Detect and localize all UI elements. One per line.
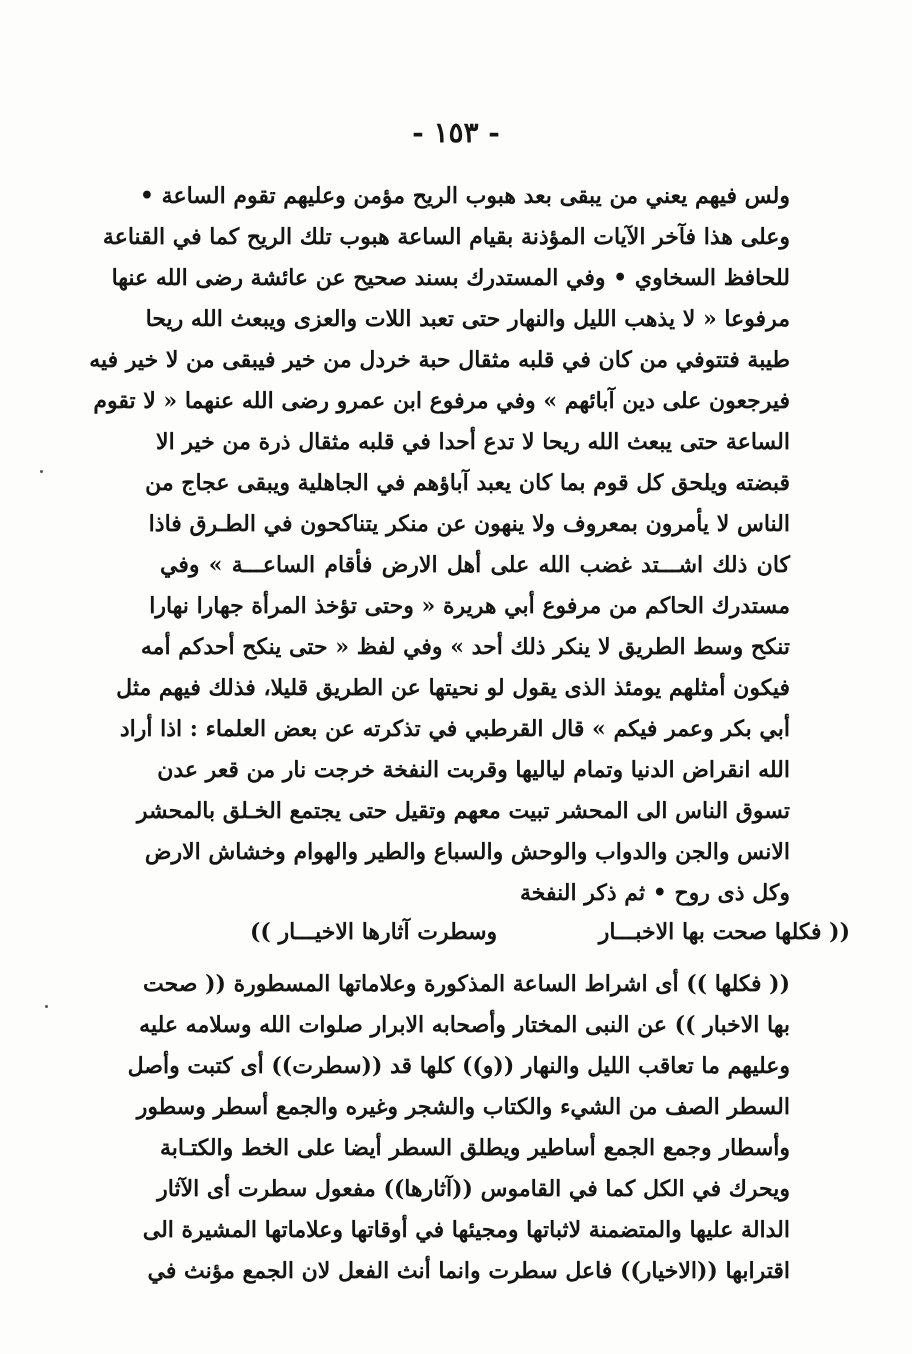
text-line: ولس فيهم يعني من يبقى بعد هبوب الريح مؤمن وعليهم تقوم الساعة • xyxy=(139,183,790,209)
text-line: تسوق الناس الى المحشر تبيت معهم وتقيل حتى يجتمع الخـلق بالمحشر xyxy=(136,798,790,824)
text-line: اقترابها ((الاخيار)) فاعل سطرت وانما أنث الفعل لان الجمع مؤنث في xyxy=(147,1258,790,1284)
text-line: للحافظ السخاوي • وفي المستدرك بسند صحيح عن عائشة رضى الله عنها xyxy=(111,265,790,291)
text-line: فيرجعون على دين آبائهم » وفي مرفوع ابن عمرو رضى الله عنهما « لا تقوم xyxy=(93,388,790,414)
text-line: الساعة حتى يبعث الله ريحا لا تدع أحدا في قلبه مثقال ذرة من خير الا xyxy=(156,429,790,455)
text-line: فيكون أمثلهم يومئذ الذى يقول لو نحيتها عن الطريق قليلا، فذلك فيهم مثل xyxy=(116,675,790,701)
text-line: وأسطار وجمع الجمع أساطير ويطلق السطر أيضا على الخط والكتـابة xyxy=(160,1135,790,1161)
text-line: مرفوعا « لا يذهب الليل والنهار حتى تعبد اللات والعزى ويبعث الله ريحا xyxy=(145,306,790,332)
text-line: السطر الصف من الشيء والكتاب والشجر وغيره والجمع أسطر وسطور xyxy=(136,1094,790,1120)
paragraph-commentary xyxy=(127,964,790,1292)
scan-speck xyxy=(45,1005,48,1008)
text-line: طيبة فتتوفي من كان في قلبه مثقال حبة خردل من خير فيبقى من لا خير فيه xyxy=(89,347,790,373)
text-line: وعلى هذا فآخر الآيات المؤذنة بقيام الساعة هبوب تلك الريح كما في القناعة xyxy=(102,224,790,250)
text-line: مستدرك الحاكم من مرفوع أبي هريرة « وحتى تؤخذ المرأة جهارا نهارا xyxy=(149,593,790,619)
text-line: الله انقراض الدنيا وتمام لياليها وقربت النفخة خرجت نار من قعر عدن xyxy=(157,757,790,783)
text-line: الانس والجن والدواب والوحش والسباع والطير والهوام وخشاش الارض xyxy=(144,839,790,865)
page-number: - ١٥٣ - xyxy=(412,116,500,149)
scan-speck xyxy=(40,470,43,473)
text-line: وعليهم ما تعاقب الليل والنهار ((و)) كلها قد ((سطرت)) أى كتبت وأصل xyxy=(127,1053,790,1079)
text-line: (( فكلها )) أى اشراط الساعة المذكورة وعلاماتها المسطورة (( صحت xyxy=(143,971,790,997)
text-line: الناس لا يأمرون بمعروف ولا ينهون عن منكر يتناكحون في الطـرق فاذا xyxy=(148,511,790,537)
text-line: أبي بكر وعمر فيكم » قال القرطبي في تذكرته عن بعض العلماء : اذا أراد xyxy=(119,716,790,742)
paragraph-main xyxy=(89,176,790,914)
text-line: كان ذلك اشـــتد غضب الله على أهل الارض فأقام الساعـــة » وفي xyxy=(160,552,790,578)
text-line: ويحرك في الكل كما في القاموس ((آثارها)) مفعول سطرت أى الآثار xyxy=(157,1176,790,1202)
text-line: الدالة عليها والمتضمنة لاثباتها ومجيئها في أوقاتها وعلاماتها المشيرة الى xyxy=(142,1217,790,1243)
text-line: بها الاخبار )) عن النبى المختار وأصحابه الابرار صلوات الله وسلامه عليه xyxy=(139,1012,790,1038)
poem-verse xyxy=(250,910,850,954)
text-line: وكل ذى روح • ثم ذكر النفخة xyxy=(520,880,790,906)
text-line: تنكح وسط الطريق لا ينكر ذلك أحد » وفي لفظ « حتى ينكح أحدكم أمه xyxy=(140,634,790,660)
verse-second-hemistich: وسطرت آثارها الاخيـــار )) xyxy=(250,919,498,945)
text-line: قبضته ويلحق كل قوم بما كان يعبد آباؤهم في الجاهلية ويبقى عجاج من xyxy=(145,470,790,496)
verse-first-hemistich: (( فكلها صحت بها الاخبـــار xyxy=(598,919,850,945)
